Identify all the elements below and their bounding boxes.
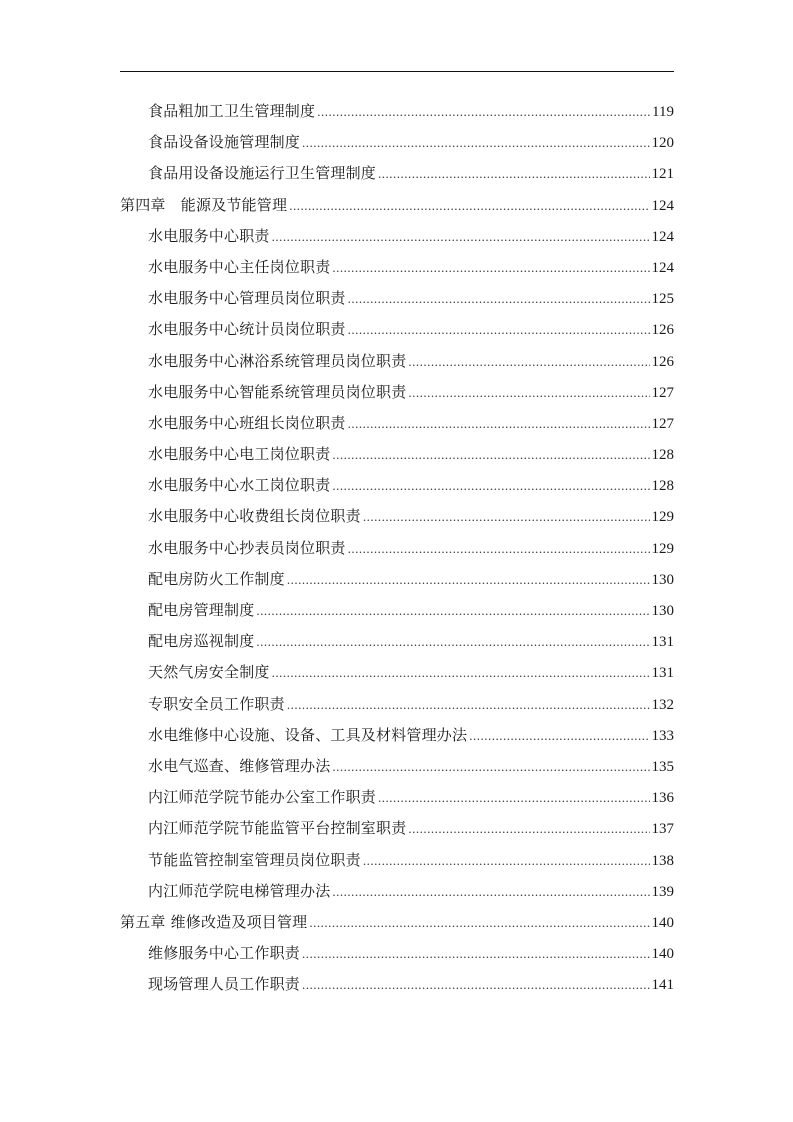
toc-entry[interactable] — [120, 501, 674, 532]
toc-entry-page: 140 — [651, 914, 674, 931]
toc-entry-title: 第五章 维修改造及项目管理 — [120, 912, 308, 931]
toc-entry-title: 内江师范学院电梯管理办法 — [148, 881, 331, 900]
toc-dot-leader — [363, 501, 650, 532]
toc-dot-leader — [348, 533, 650, 564]
toc-dot-leader — [287, 689, 650, 720]
toc-entry[interactable] — [120, 96, 674, 127]
toc-dot-leader — [317, 96, 650, 127]
toc-entry[interactable] — [120, 595, 674, 626]
toc-entry[interactable] — [120, 470, 674, 501]
toc-entry[interactable] — [120, 782, 674, 813]
toc-entry-title: 食品粗加工卫生管理制度 — [148, 102, 316, 120]
toc-entry-page: 121 — [651, 166, 674, 183]
toc-entry-page: 130 — [651, 571, 674, 588]
toc-dot-leader — [332, 876, 649, 907]
toc-entry-title: 维修服务中心工作职责 — [148, 944, 301, 963]
toc-dot-leader — [302, 969, 649, 1000]
toc-entry[interactable] — [120, 158, 674, 189]
toc-dot-leader — [363, 845, 650, 876]
toc-entry-title: 食品设备设施管理制度 — [148, 133, 301, 152]
toc-entry[interactable] — [120, 377, 674, 408]
toc-entry[interactable] — [120, 252, 674, 283]
toc-entry[interactable] — [120, 439, 674, 470]
toc-entry-title: 水电服务中心职责 — [148, 226, 270, 245]
toc-entry-title: 水电维修中心设施、设备、工具及材料管理办法 — [148, 725, 468, 744]
toc-entry-title: 内江师范学院节能监管平台控制室职责 — [148, 819, 407, 838]
toc-entry[interactable] — [120, 969, 674, 1000]
toc-dot-leader — [348, 408, 650, 439]
toc-dot-leader — [289, 190, 649, 221]
toc-entry[interactable] — [120, 221, 674, 252]
toc-dot-leader — [348, 283, 650, 314]
toc-entry[interactable] — [120, 845, 674, 876]
toc-entry-page: 124 — [651, 228, 674, 245]
toc-entry-title: 水电服务中心统计员岗位职责 — [148, 320, 346, 339]
toc-dot-leader — [332, 439, 649, 470]
toc-dot-leader — [408, 813, 649, 844]
toc-entry-page: 140 — [651, 946, 674, 963]
toc-entry[interactable] — [120, 127, 674, 158]
toc-entry-title: 水电服务中心收费组长岗位职责 — [148, 507, 361, 526]
toc-entry-title: 食品用设备设施运行卫生管理制度 — [148, 164, 377, 183]
toc-dot-leader — [348, 314, 650, 345]
toc-entry-title: 节能监管控制室管理员岗位职责 — [148, 850, 361, 869]
toc-entry-title: 配电房巡视制度 — [148, 632, 255, 651]
toc-entry-title: 第四章 能源及节能管理 — [120, 195, 288, 214]
toc-entry-page: 126 — [651, 322, 674, 339]
toc-entry-page: 120 — [651, 135, 674, 152]
toc-entry-page: 129 — [651, 540, 674, 557]
toc-entry[interactable] — [120, 190, 674, 221]
toc-dot-leader — [408, 377, 649, 408]
toc-entry-page: 141 — [651, 977, 674, 994]
toc-dot-leader — [332, 470, 649, 501]
toc-entry[interactable] — [120, 689, 674, 720]
toc-entry-page: 119 — [652, 104, 674, 120]
toc-entry-title: 天然气房安全制度 — [148, 663, 270, 682]
table-of-contents — [120, 96, 674, 1000]
toc-entry-page: 138 — [651, 852, 674, 869]
toc-entry[interactable] — [120, 408, 674, 439]
toc-dot-leader — [309, 907, 649, 938]
toc-entry-page: 129 — [651, 509, 674, 526]
toc-entry-title: 水电气巡查、维修管理办法 — [148, 756, 331, 775]
toc-dot-leader — [256, 626, 649, 657]
toc-entry-title: 配电房管理制度 — [148, 601, 255, 619]
toc-dot-leader — [332, 751, 649, 782]
toc-entry-title: 水电服务中心淋浴系统管理员岗位职责 — [148, 351, 407, 370]
toc-entry-page: 127 — [651, 384, 674, 401]
toc-dot-leader — [332, 252, 649, 283]
toc-dot-leader — [378, 158, 649, 189]
toc-entry-page: 128 — [651, 447, 674, 464]
toc-entry-page: 131 — [651, 665, 674, 682]
toc-entry[interactable] — [120, 626, 674, 657]
toc-dot-leader — [272, 221, 650, 252]
toc-entry-page: 132 — [651, 696, 674, 713]
toc-dot-leader — [272, 657, 650, 688]
toc-entry-page: 133 — [651, 727, 674, 744]
toc-entry[interactable] — [120, 938, 674, 969]
toc-entry-title: 配电房防火工作制度 — [148, 569, 285, 588]
toc-entry-page: 135 — [651, 758, 674, 775]
toc-entry[interactable] — [120, 720, 674, 751]
toc-entry-title: 水电服务中心水工岗位职责 — [148, 476, 331, 495]
toc-entry[interactable] — [120, 314, 674, 345]
toc-dot-leader — [302, 938, 649, 969]
toc-entry-page: 124 — [651, 197, 674, 214]
toc-entry-page: 127 — [651, 415, 674, 432]
toc-dot-leader — [287, 564, 650, 595]
toc-dot-leader — [256, 595, 649, 626]
toc-entry[interactable] — [120, 751, 674, 782]
toc-entry-title: 水电服务中心抄表员岗位职责 — [148, 538, 346, 557]
toc-entry-title: 现场管理人员工作职责 — [148, 975, 301, 994]
toc-entry-title: 水电服务中心主任岗位职责 — [148, 257, 331, 276]
toc-dot-leader — [378, 782, 649, 813]
toc-entry-title: 水电服务中心电工岗位职责 — [148, 445, 331, 464]
toc-entry-title: 水电服务中心管理员岗位职责 — [148, 289, 346, 308]
toc-entry[interactable] — [120, 907, 674, 938]
toc-entry-page: 139 — [651, 883, 674, 900]
toc-entry-page: 137 — [651, 821, 674, 838]
toc-entry[interactable] — [120, 564, 674, 595]
toc-entry-page: 131 — [651, 634, 674, 651]
toc-entry[interactable] — [120, 283, 674, 314]
toc-entry[interactable] — [120, 657, 674, 688]
toc-entry-page: 124 — [651, 259, 674, 276]
toc-entry-title: 水电服务中心智能系统管理员岗位职责 — [148, 382, 407, 401]
toc-entry-page: 136 — [651, 790, 674, 807]
toc-dot-leader — [469, 720, 649, 751]
toc-entry[interactable] — [120, 533, 674, 564]
toc-entry[interactable] — [120, 876, 674, 907]
toc-dot-leader — [302, 127, 649, 158]
toc-entry[interactable] — [120, 813, 674, 844]
toc-entry-page: 125 — [651, 291, 674, 308]
toc-entry-title: 内江师范学院节能办公室工作职责 — [148, 788, 377, 807]
toc-entry-title: 专职安全员工作职责 — [148, 694, 285, 713]
header-rule — [120, 71, 674, 72]
toc-entry-title: 水电服务中心班组长岗位职责 — [148, 413, 346, 432]
toc-entry-page: 128 — [651, 478, 674, 495]
toc-entry-page: 130 — [651, 603, 674, 619]
toc-entry[interactable] — [120, 346, 674, 377]
toc-dot-leader — [408, 346, 649, 377]
toc-entry-page: 126 — [651, 353, 674, 370]
